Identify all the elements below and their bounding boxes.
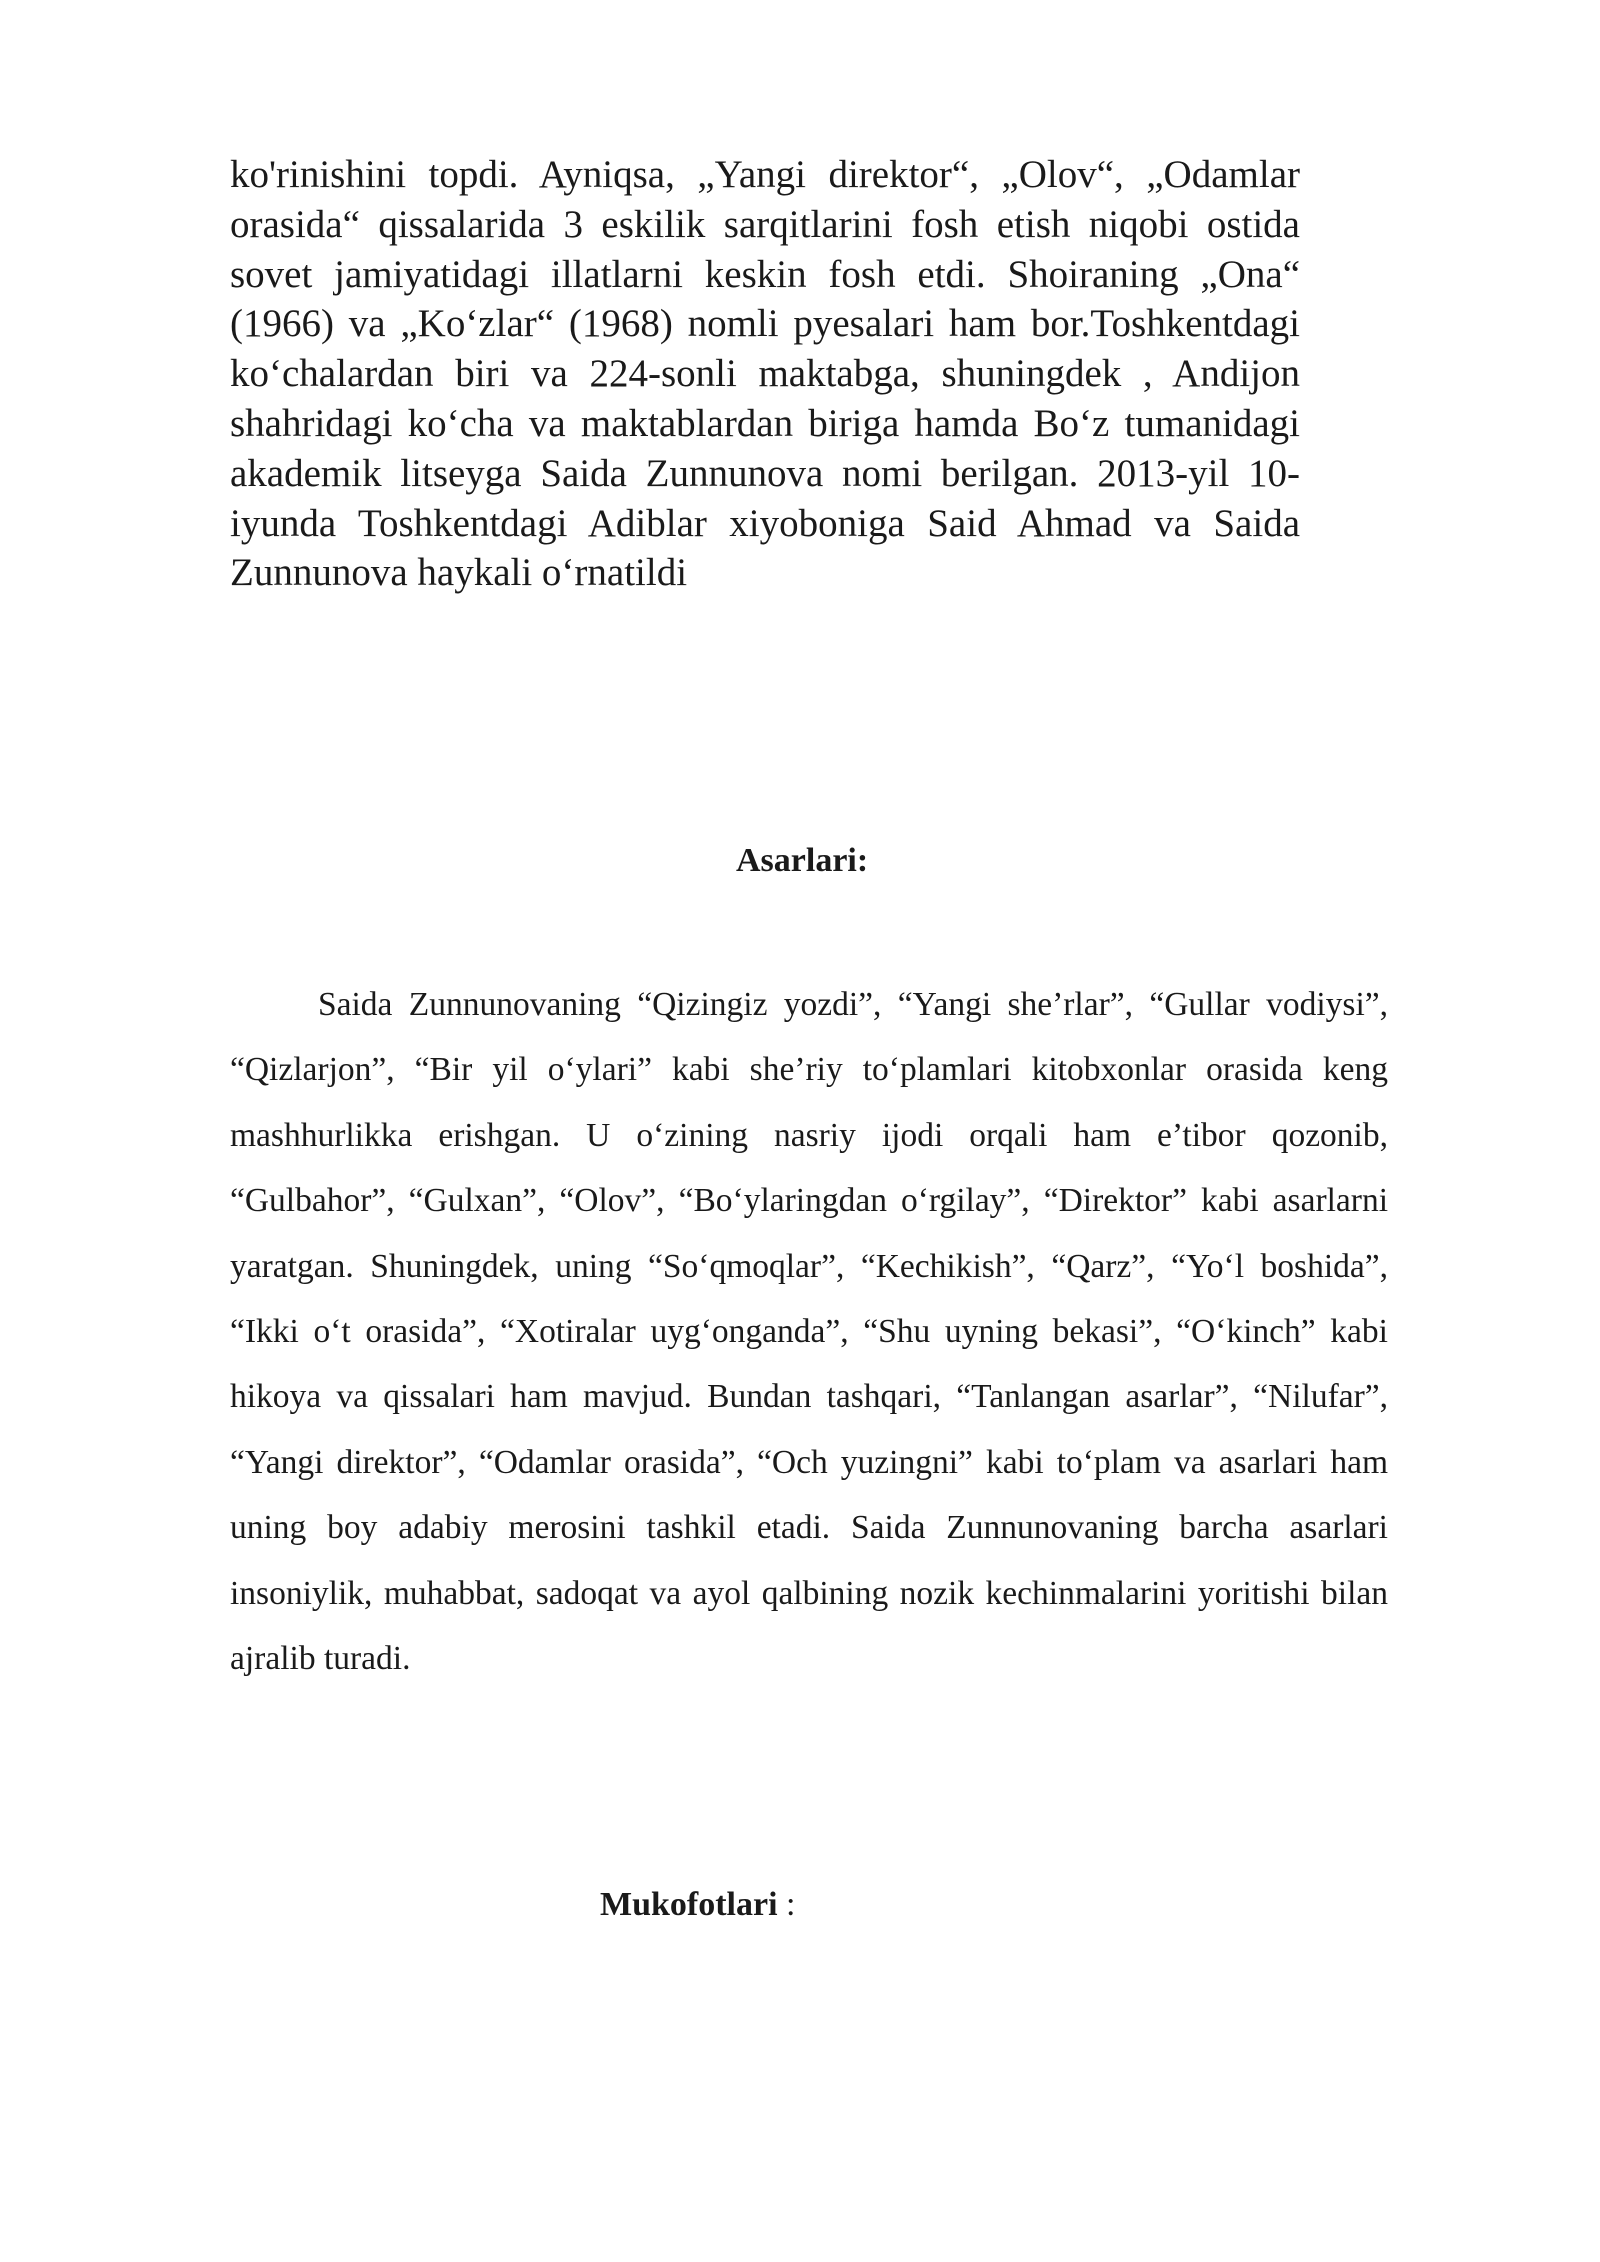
works-paragraph: Saida Zunnunovaning “Qizingiz yozdi”, “Yangi she’rlar”, “Gullar vodiysi”, “Qizlarjon”, “Bir yil o‘ylari” kabi she’riy to‘plamlari kitobxonlar orasida keng mashhurlikka erishgan. U o‘zining nasriy ijodi orqali ham e’tibor qozonib, “Gulbahor”, “Gulxan”, “Olov”, “Bo‘ylaringdan o‘rgilay”, “Direktor” kabi asarlarni yaratgan. Shuningdek, uning “So‘qmoqlar”, “Kechikish”, “Qarz”, “Yo‘l boshida”, “Ikki o‘t orasida”, “Xotiralar uyg‘onganda”, “Shu uyning bekasi”, “O‘kinch” kabi hikoya va qissalari ham mavjud. Bundan tashqari, “Tanlangan asarlar”, “Nilufar”, “Yangi direktor”, “Odamlar orasida”, “Och yuzingni” kabi to‘plam va asarlari ham uning boy adabiy merosini tashkil etadi. Saida Zunnunovaning barcha asarlari insoniylik, muhabbat, sadoqat va ayol qalbining nozik kechinmalarini yoritishi bilan ajralib turadi. (230, 986, 1388, 1678)
awards-heading-colon: : (777, 1886, 796, 1923)
awards-heading (600, 1886, 796, 1924)
awards-heading-label: Mukofotlari (600, 1886, 778, 1923)
works-heading: Asarlari: (736, 842, 869, 879)
biography-paragraph: ko'rinishini topdi. Ayniqsa, „Yangi direktor“, „Olov“, „Odamlar orasida“ qissalarida 3 eskilik sarqitlarini fosh etish niqobi ostida sovet jamiyatidagi illatlarni keskin fosh etdi. Shoiraning „Ona“ (1966) va „Koʻzlar“ (1968) nomli pyesalari ham bor.Toshkentdagi koʻchalardan biri va 224-sonli maktabga, shuningdek , Andijon shahridagi koʻcha va maktablardan biriga hamda Boʻz tumanidagi akademik litseyga Saida Zunnunova nomi berilgan. 2013-yil 10-iyunda Toshkentdagi Adiblar xiyoboniga Said Ahmad va Saida Zunnunova haykali oʻrnatildi (230, 153, 1300, 595)
